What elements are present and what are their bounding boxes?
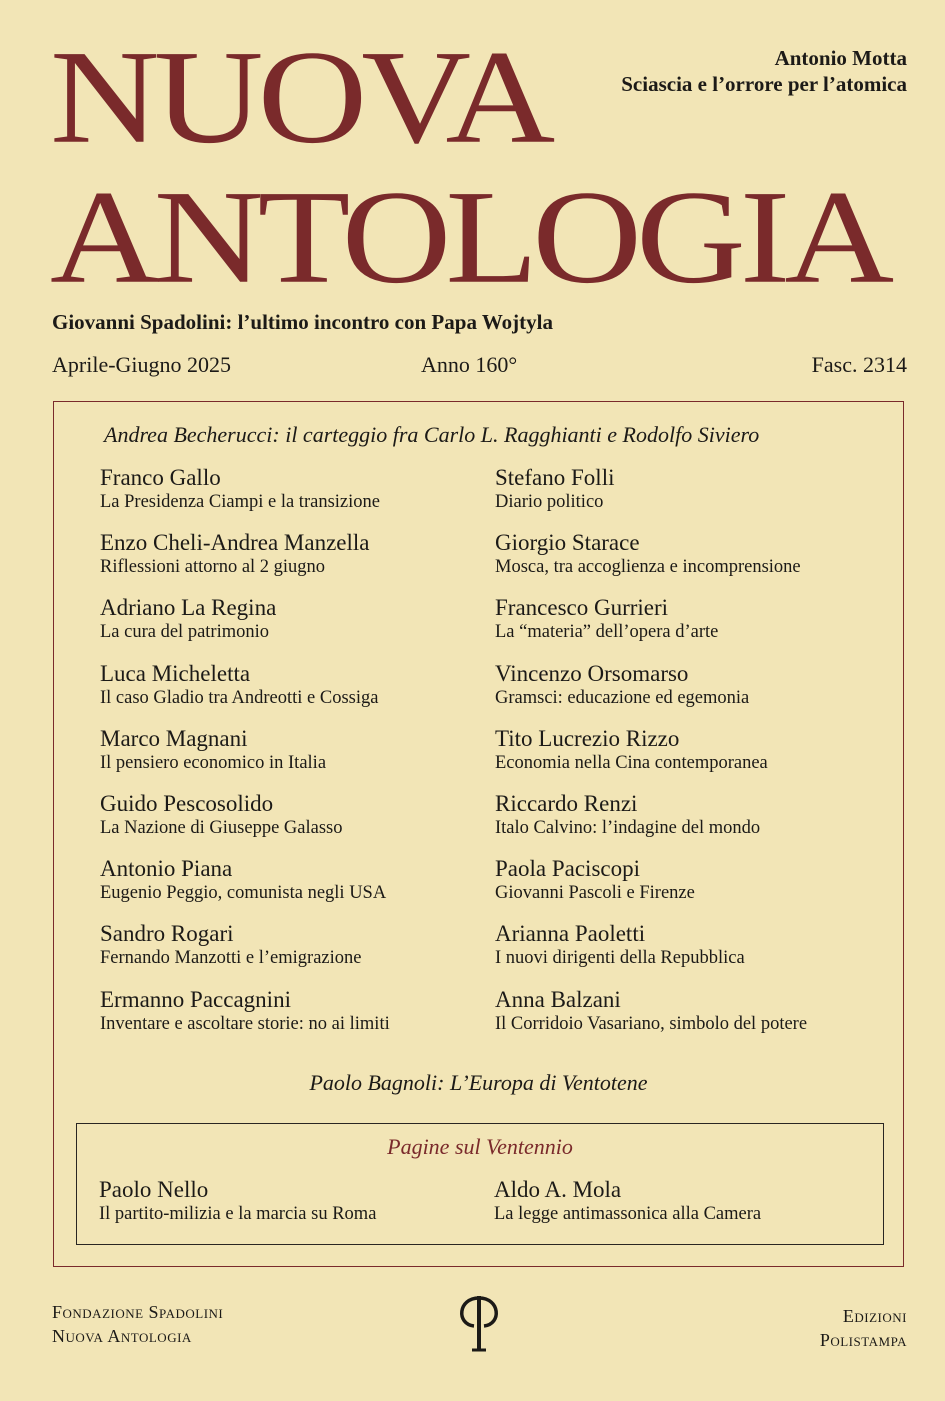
- entry-title: La cura del patrimonio: [100, 622, 270, 643]
- entry-title: Giovanni Pascoli e Firenze: [495, 883, 695, 904]
- issue-year: Anno 160°: [421, 352, 518, 377]
- entry-title: Inventare e ascoltare storie: no ai limiti: [100, 1013, 390, 1034]
- entry-title: Eugenio Peggio, comunista negli USA: [100, 883, 387, 904]
- contents-closing: Paolo Bagnoli: L’Europa di Ventotene: [309, 1070, 648, 1095]
- contents-entry: [100, 465, 495, 530]
- contents-entry: [495, 530, 890, 595]
- entry-title: Mosca, tra accoglienza e incomprensione: [495, 557, 801, 578]
- entry-title: Riflessioni attorno al 2 giugno: [100, 557, 326, 578]
- footer-publisher: [820, 1304, 907, 1352]
- entry-title: Il partito-milizia e la marcia su Roma: [99, 1204, 377, 1224]
- entry-title: Fernando Manzotti e l’emigrazione: [100, 948, 362, 969]
- contents-entry: [100, 661, 495, 726]
- entry-author: Sandro Rogari: [100, 921, 234, 947]
- entry-title: La legge antimassonica alla Camera: [494, 1204, 762, 1224]
- entry-author: Tito Lucrezio Rizzo: [495, 725, 680, 751]
- entry-title: I nuovi dirigenti della Repubblica: [495, 948, 745, 969]
- section-heading: Pagine sul Ventennio: [387, 1134, 573, 1159]
- contents-entry: [100, 921, 495, 986]
- entry-author: Paola Paciscopi: [495, 856, 640, 882]
- entry-title: Il Corridoio Vasariano, simbolo del potere: [495, 1013, 808, 1034]
- entry-title: La “materia” dell’opera d’arte: [495, 622, 719, 643]
- footer-right-line-2: Polistampa: [819, 1330, 907, 1350]
- entry-author: Vincenzo Orsomarso: [495, 660, 689, 686]
- entry-author: Riccardo Renzi: [495, 790, 638, 816]
- contents-entry: [495, 921, 890, 986]
- table-of-contents: [53, 401, 904, 1267]
- contents-entry: [494, 1177, 889, 1242]
- contents-entry: [99, 1177, 494, 1242]
- contents-entry: [100, 987, 495, 1052]
- entry-author: Stefano Folli: [495, 465, 615, 490]
- contents-lead: Andrea Becherucci: il carteggio fra Carlo L. Ragghianti e Rodolfo Siviero: [104, 422, 760, 447]
- footer-left-line-1: Fondazione Spadolini: [52, 1302, 224, 1322]
- headline-title: Sciascia e l’orrore per l’atomica: [621, 72, 907, 96]
- contents-entry: [100, 595, 495, 660]
- entry-author: Guido Pescosolido: [100, 790, 274, 816]
- contents-entry: [495, 465, 890, 530]
- section-right-column: [494, 1177, 889, 1242]
- footer-foundation: [52, 1300, 223, 1348]
- entry-title: La Nazione di Giuseppe Galasso: [100, 817, 343, 838]
- entry-author: Paolo Nello: [99, 1177, 209, 1202]
- entry-title: Economia nella Cina contemporanea: [495, 752, 768, 773]
- subheadline: Giovanni Spadolini: l’ultimo incontro con Papa Wojtyla: [52, 310, 553, 334]
- entry-author: Adriano La Regina: [100, 595, 277, 621]
- entry-title: Il pensiero economico in Italia: [100, 752, 327, 773]
- contents-entry: [495, 661, 890, 726]
- contents-entry: [495, 987, 890, 1052]
- contents-entry: [495, 856, 890, 921]
- entry-author: Ermanno Paccagnini: [100, 986, 291, 1012]
- cover-headline: [621, 45, 907, 97]
- entry-author: Giorgio Starace: [495, 530, 640, 556]
- entry-title: Il caso Gladio tra Andreotti e Cossiga: [100, 687, 379, 708]
- issue-fascicle: Fasc. 2314: [811, 352, 907, 377]
- entry-title: Gramsci: educazione ed egemonia: [495, 687, 750, 708]
- section-left-column: [99, 1177, 494, 1242]
- entry-author: Franco Gallo: [100, 465, 221, 490]
- entry-author: Arianna Paoletti: [495, 921, 646, 947]
- footer-right-line-1: Edizioni: [842, 1306, 907, 1326]
- issue-period: Aprile-Giugno 2025: [52, 352, 232, 377]
- entry-author: Anna Balzani: [495, 986, 621, 1012]
- issue-info: [52, 352, 907, 378]
- headline-author: Antonio Motta: [774, 46, 907, 70]
- contents-entry: [100, 856, 495, 921]
- entry-author: Enzo Cheli-Andrea Manzella: [100, 530, 370, 556]
- contents-entry: [100, 726, 495, 791]
- contents-entry: [495, 726, 890, 791]
- contents-entry: [495, 791, 890, 856]
- entry-title: La Presidenza Ciampi e la transizione: [100, 492, 380, 512]
- contents-entry: [100, 791, 495, 856]
- contents-entry: [100, 530, 495, 595]
- section-box: [76, 1123, 884, 1245]
- contents-left-column: [100, 465, 495, 1052]
- entry-author: Luca Micheletta: [100, 660, 251, 686]
- entry-author: Aldo A. Mola: [494, 1177, 622, 1202]
- contents-entry: [495, 595, 890, 660]
- contents-right-column: [495, 465, 890, 1052]
- footer-left-line-2: Nuova Antologia: [52, 1326, 192, 1346]
- entry-author: Marco Magnani: [100, 725, 248, 751]
- masthead-line-1: NUOVA: [50, 22, 550, 171]
- entry-author: Antonio Piana: [100, 856, 233, 882]
- masthead-line-2: ANTOLOGIA: [50, 162, 889, 311]
- entry-author: Francesco Gurrieri: [495, 595, 669, 621]
- polistampa-p-logo-icon: [452, 1292, 506, 1352]
- entry-title: Diario politico: [495, 492, 604, 512]
- entry-title: Italo Calvino: l’indagine del mondo: [495, 817, 761, 838]
